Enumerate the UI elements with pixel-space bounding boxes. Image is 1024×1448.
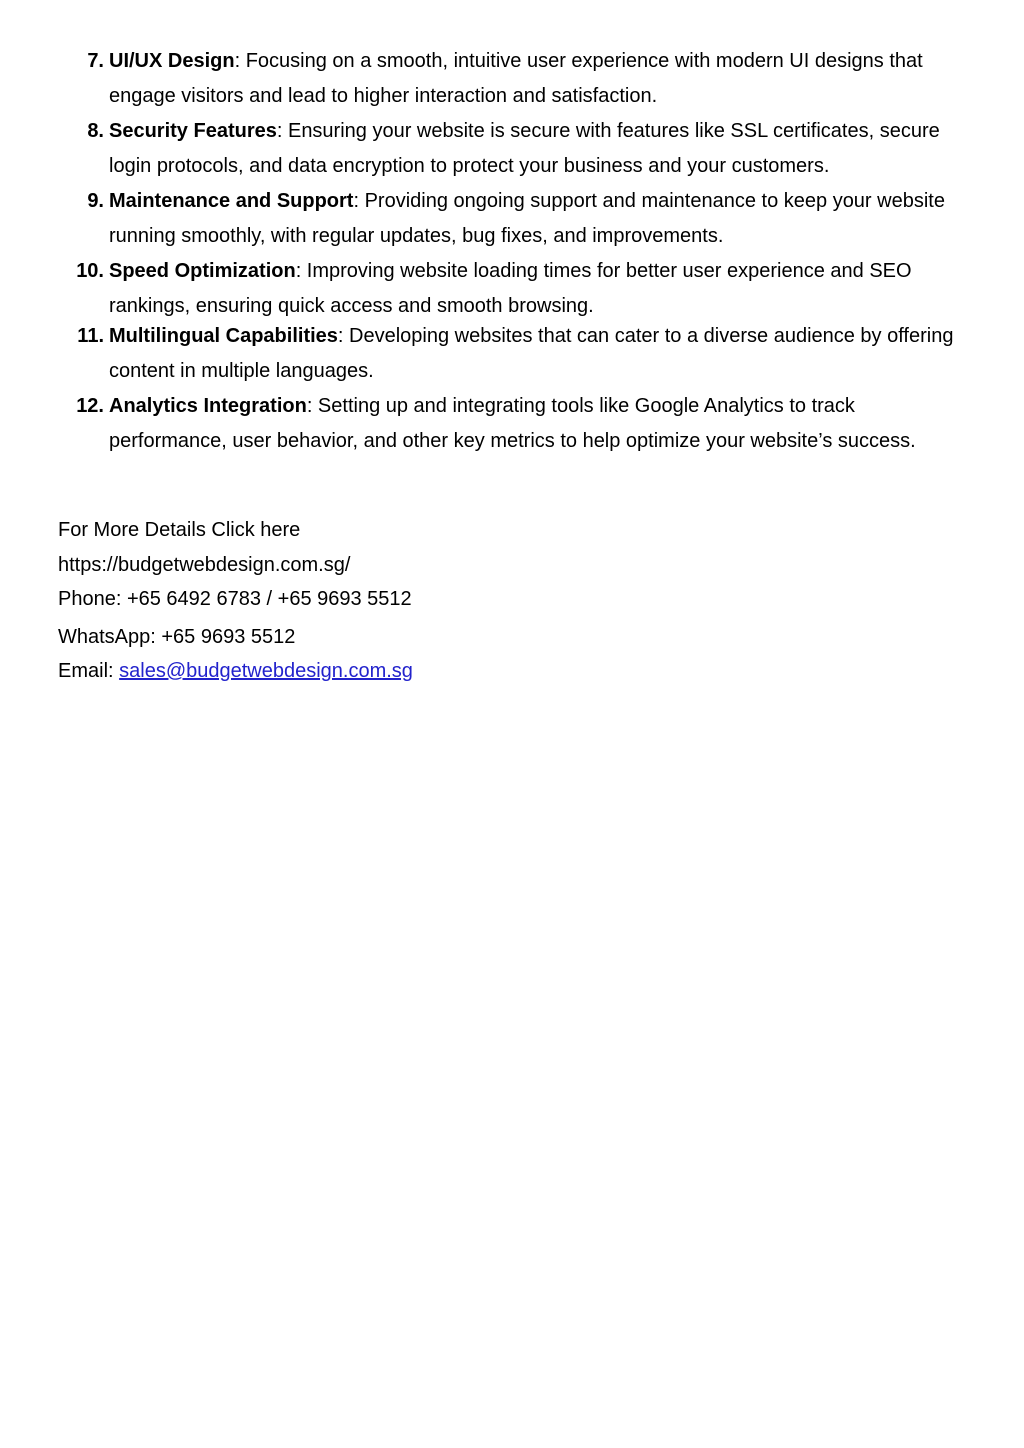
more-details-text: For More Details Click here [58,519,301,541]
email-line [58,654,958,689]
services-list [0,44,1000,459]
list-item-ui-ux-design [0,44,1000,113]
list-item-term: Analytics Integration [109,395,307,417]
list-item-number: 12. [76,395,104,417]
list-item-number: 11. [77,325,104,347]
list-item-term: Multilingual Capabilities [109,325,338,347]
list-item-description: : Focusing on a smooth, intuitive user experience with modern UI designs that engage visitors and lead to higher interaction and satisfaction. [109,50,923,107]
list-item-number: 9. [87,190,104,212]
list-item-analytics-integration [0,389,1000,458]
email-label: Email: [58,660,120,682]
list-item-number: 8. [87,120,104,142]
list-item-description: : Ensuring your website is secure with features like SSL certificates, secure login protocols, and data encryption to protect your business and your customers. [109,120,940,177]
list-item-security-features [0,114,1000,183]
list-item-description: : Setting up and integrating tools like Google Analytics to track performance, user behavior, and other key metrics to help optimize your website’s success. [109,395,916,452]
list-item-description: : Improving website loading times for better user experience and SEO rankings, ensuring quick access and smooth browsing. [109,260,912,317]
phone-text: Phone: +65 6492 6783 / +65 9693 5512 [58,588,412,610]
whatsapp-text: WhatsApp: +65 9693 5512 [58,625,296,648]
list-item-term: UI/UX Design [109,50,235,72]
list-item-term: Security Features [109,120,277,142]
list-item-multilingual-capabilities [0,319,1000,388]
website-url: https://budgetwebdesign.com.sg/ [58,553,351,576]
list-item-speed-optimization [0,254,1000,323]
list-item-description: : Providing ongoing support and maintenance to keep your website running smoothly, with regular updates, bug fixes, and improvements. [109,190,945,247]
contact-block [58,513,958,689]
list-item-maintenance-support [0,184,1000,253]
list-item-number: 7. [87,50,104,72]
list-item-description: : Developing websites that can cater to a diverse audience by offering content in multiple languages. [109,325,954,382]
list-item-number: 10. [76,260,104,282]
email-link[interactable]: sales@budgetwebdesign.com.sg [119,660,413,682]
list-item-term: Speed Optimization [109,260,296,282]
list-item-term: Maintenance and Support [109,190,354,212]
